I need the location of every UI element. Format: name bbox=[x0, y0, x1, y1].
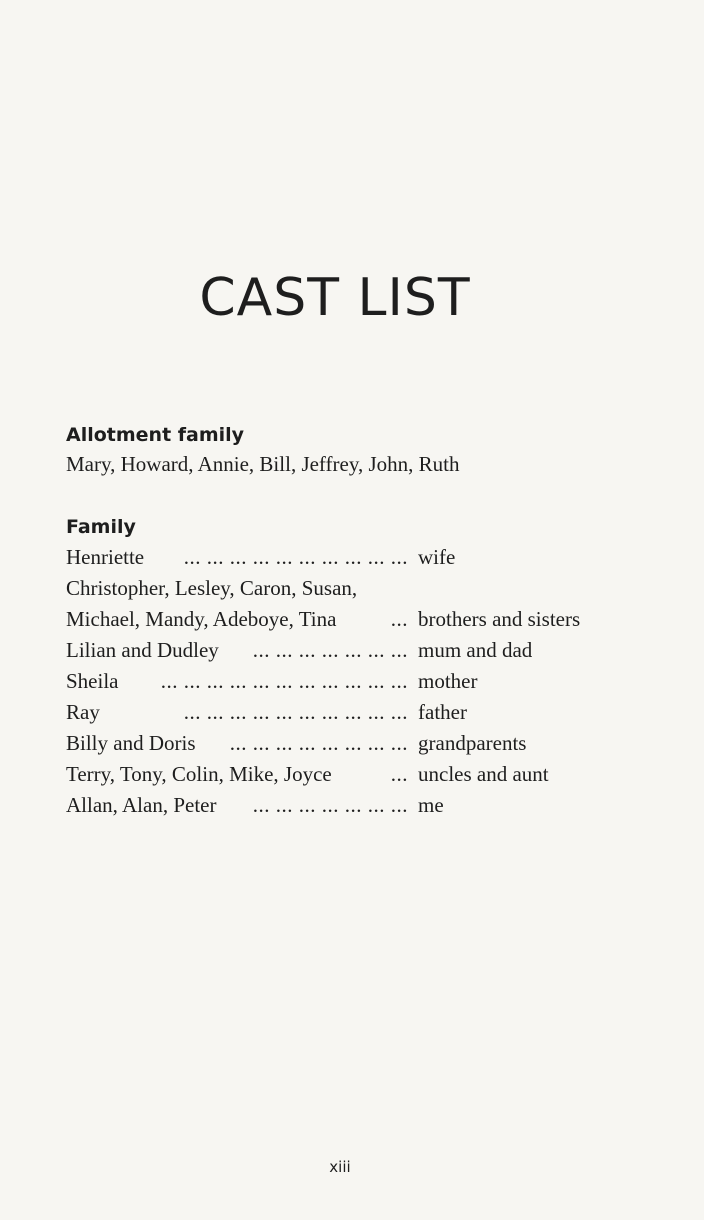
cast-row-parents bbox=[66, 638, 626, 666]
dot-leader: ... ... ... ... ... ... ... ... bbox=[229, 731, 408, 755]
dot-leader: ... ... ... ... ... ... ... ... ... ... bbox=[183, 545, 408, 569]
page-number: xiii bbox=[329, 1158, 351, 1176]
dot-leader: ... ... ... ... ... ... ... bbox=[252, 638, 408, 662]
dot-leader: ... ... ... ... ... ... ... ... ... ... ... bbox=[160, 669, 408, 693]
cast-name: Lilian and Dudley bbox=[66, 638, 219, 662]
cast-row-uncles bbox=[66, 762, 626, 790]
cast-row-henriette bbox=[66, 545, 626, 573]
cast-row-siblings-line-1 bbox=[66, 576, 626, 604]
allotment-family-members: Mary, Howard, Annie, Bill, Jeffrey, John, Ruth bbox=[66, 452, 460, 476]
cast-name: Sheila bbox=[66, 669, 119, 693]
dot-leader: ... bbox=[390, 762, 408, 786]
cast-row-sheila bbox=[66, 669, 626, 697]
cast-row-ray bbox=[66, 700, 626, 728]
cast-role: brothers and sisters bbox=[418, 607, 581, 631]
cast-role: grandparents bbox=[418, 731, 527, 755]
dot-leader: ... ... ... ... ... ... ... bbox=[252, 793, 408, 817]
cast-name: Henriette bbox=[66, 545, 145, 569]
cast-role: father bbox=[418, 700, 467, 724]
cast-name: Michael, Mandy, Adeboye, Tina bbox=[66, 607, 337, 631]
cast-row-siblings-line-2 bbox=[66, 607, 626, 635]
cast-name: Allan, Alan, Peter bbox=[66, 793, 217, 817]
cast-name: Billy and Doris bbox=[66, 731, 196, 755]
cast-role: uncles and aunt bbox=[418, 762, 549, 786]
cast-role: wife bbox=[418, 545, 456, 569]
cast-role: mother bbox=[418, 669, 478, 693]
dot-leader: ... bbox=[390, 607, 408, 631]
cast-role: mum and dad bbox=[418, 638, 533, 662]
cast-row-grandparents bbox=[66, 731, 626, 759]
page-title: CAST LIST bbox=[199, 268, 471, 328]
family-heading: Family bbox=[66, 516, 136, 538]
cast-name: Christopher, Lesley, Caron, Susan, bbox=[66, 576, 358, 600]
cast-role: me bbox=[418, 793, 444, 817]
cast-name: Ray bbox=[66, 700, 100, 724]
allotment-family-heading: Allotment family bbox=[66, 424, 245, 446]
cast-row-me bbox=[66, 793, 626, 821]
cast-name: Terry, Tony, Colin, Mike, Joyce bbox=[66, 762, 332, 786]
dot-leader: ... ... ... ... ... ... ... ... ... ... bbox=[183, 700, 408, 724]
